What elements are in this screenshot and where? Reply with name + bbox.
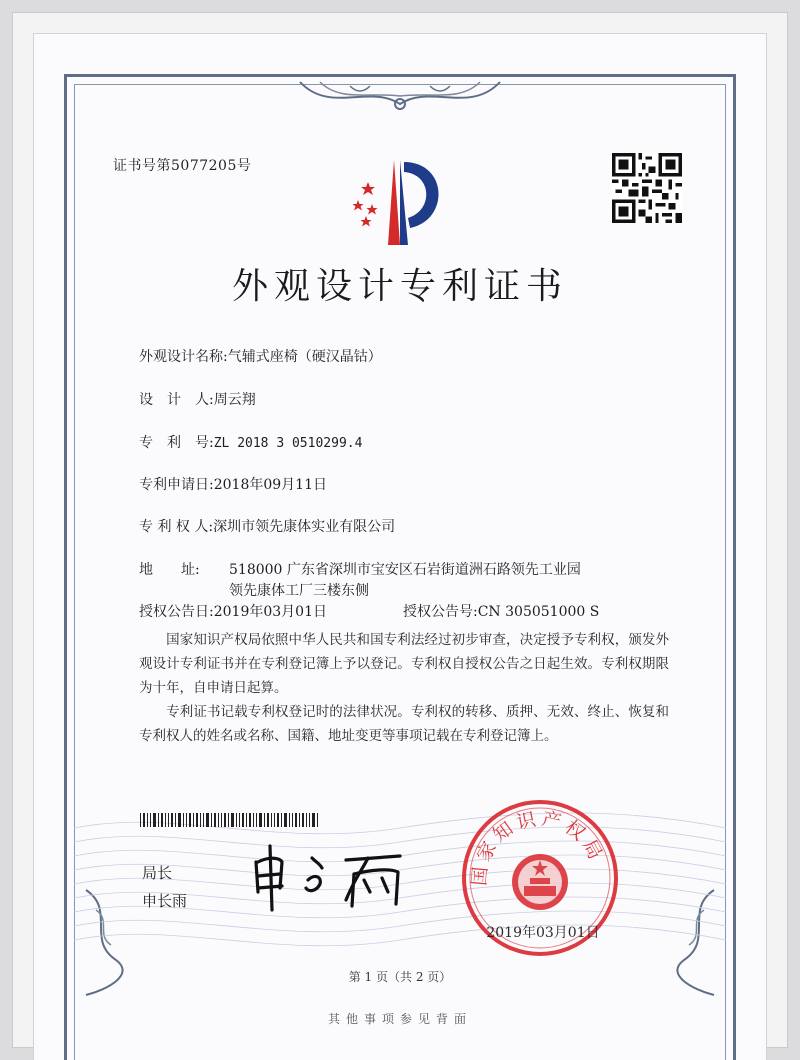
designer-row	[139, 389, 256, 409]
seal-text: 国家知识产权局	[468, 807, 609, 887]
cnipa-logo-icon	[338, 150, 462, 250]
address-row	[139, 559, 581, 579]
certificate-title: 外观设计专利证书	[231, 266, 568, 307]
apply-date-row	[139, 474, 327, 494]
patentee-label: 专 利 权 人:	[139, 519, 214, 535]
design-name-value: 气辅式座椅（硬汉晶钴）	[227, 349, 382, 365]
grant-no-value: CN 305051000 S	[477, 604, 600, 620]
grant-date-label: 授权公告日:	[139, 604, 214, 620]
apply-date-label: 专利申请日:	[139, 477, 214, 493]
patentee-row	[139, 516, 395, 536]
top-ornament	[290, 74, 510, 124]
qr-code	[612, 153, 682, 223]
patent-no-value: ZL 2018 3 0510299.4	[213, 436, 363, 451]
body-paragraph-2: 专利证书记载专利权登记时的法律状况。专利权的转移、质押、无效、终止、恢复和专利权人的姓名或名称、国籍、地址变更等事项记载在专利登记簿上。	[139, 704, 669, 744]
seal-date: 2019年03月01日	[486, 925, 600, 941]
patent-no-label: 专 利 号:	[139, 435, 214, 451]
handwritten-signature	[250, 840, 410, 912]
page-number: 第 1 页（共 2 页）	[348, 970, 452, 984]
grant-no-label: 授权公告号:	[403, 604, 478, 620]
body-paragraph-1: 国家知识产权局依照中华人民共和国专利法经过初步审查，决定授予专利权，颁发外观设计专利证书并在专利登记簿上予以登记。专利权自授权公告之日起生效。专利权期限为十年，自申请日起算。	[139, 632, 669, 696]
apply-date-value: 2018年09月11日	[213, 477, 327, 493]
signatory-name: 申长雨	[142, 892, 188, 910]
patentee-value: 深圳市领先康体实业有限公司	[213, 519, 396, 535]
address-line2: 领先康体工厂三楼东侧	[229, 583, 369, 599]
certificate-number: 证书号第5077205号	[113, 158, 252, 174]
grant-date-row	[139, 601, 327, 621]
design-name-label: 外观设计名称:	[139, 349, 228, 365]
designer-value: 周云翔	[213, 392, 256, 408]
designer-label: 设 计 人:	[139, 392, 214, 408]
design-name-row	[139, 346, 382, 366]
address-line1: 518000 广东省深圳市宝安区石岩街道洲石路领先工业园	[229, 562, 581, 578]
footer-cut-text: 其他事项参见背面	[327, 1012, 472, 1026]
patent-no-row	[139, 432, 362, 452]
address-row-2	[229, 580, 369, 600]
barcode	[140, 813, 320, 827]
grant-date-value: 2019年03月01日	[213, 604, 327, 620]
signatory-title: 局长	[142, 864, 173, 882]
grant-no-row	[403, 601, 599, 621]
address-label: 地 址:	[139, 562, 200, 578]
